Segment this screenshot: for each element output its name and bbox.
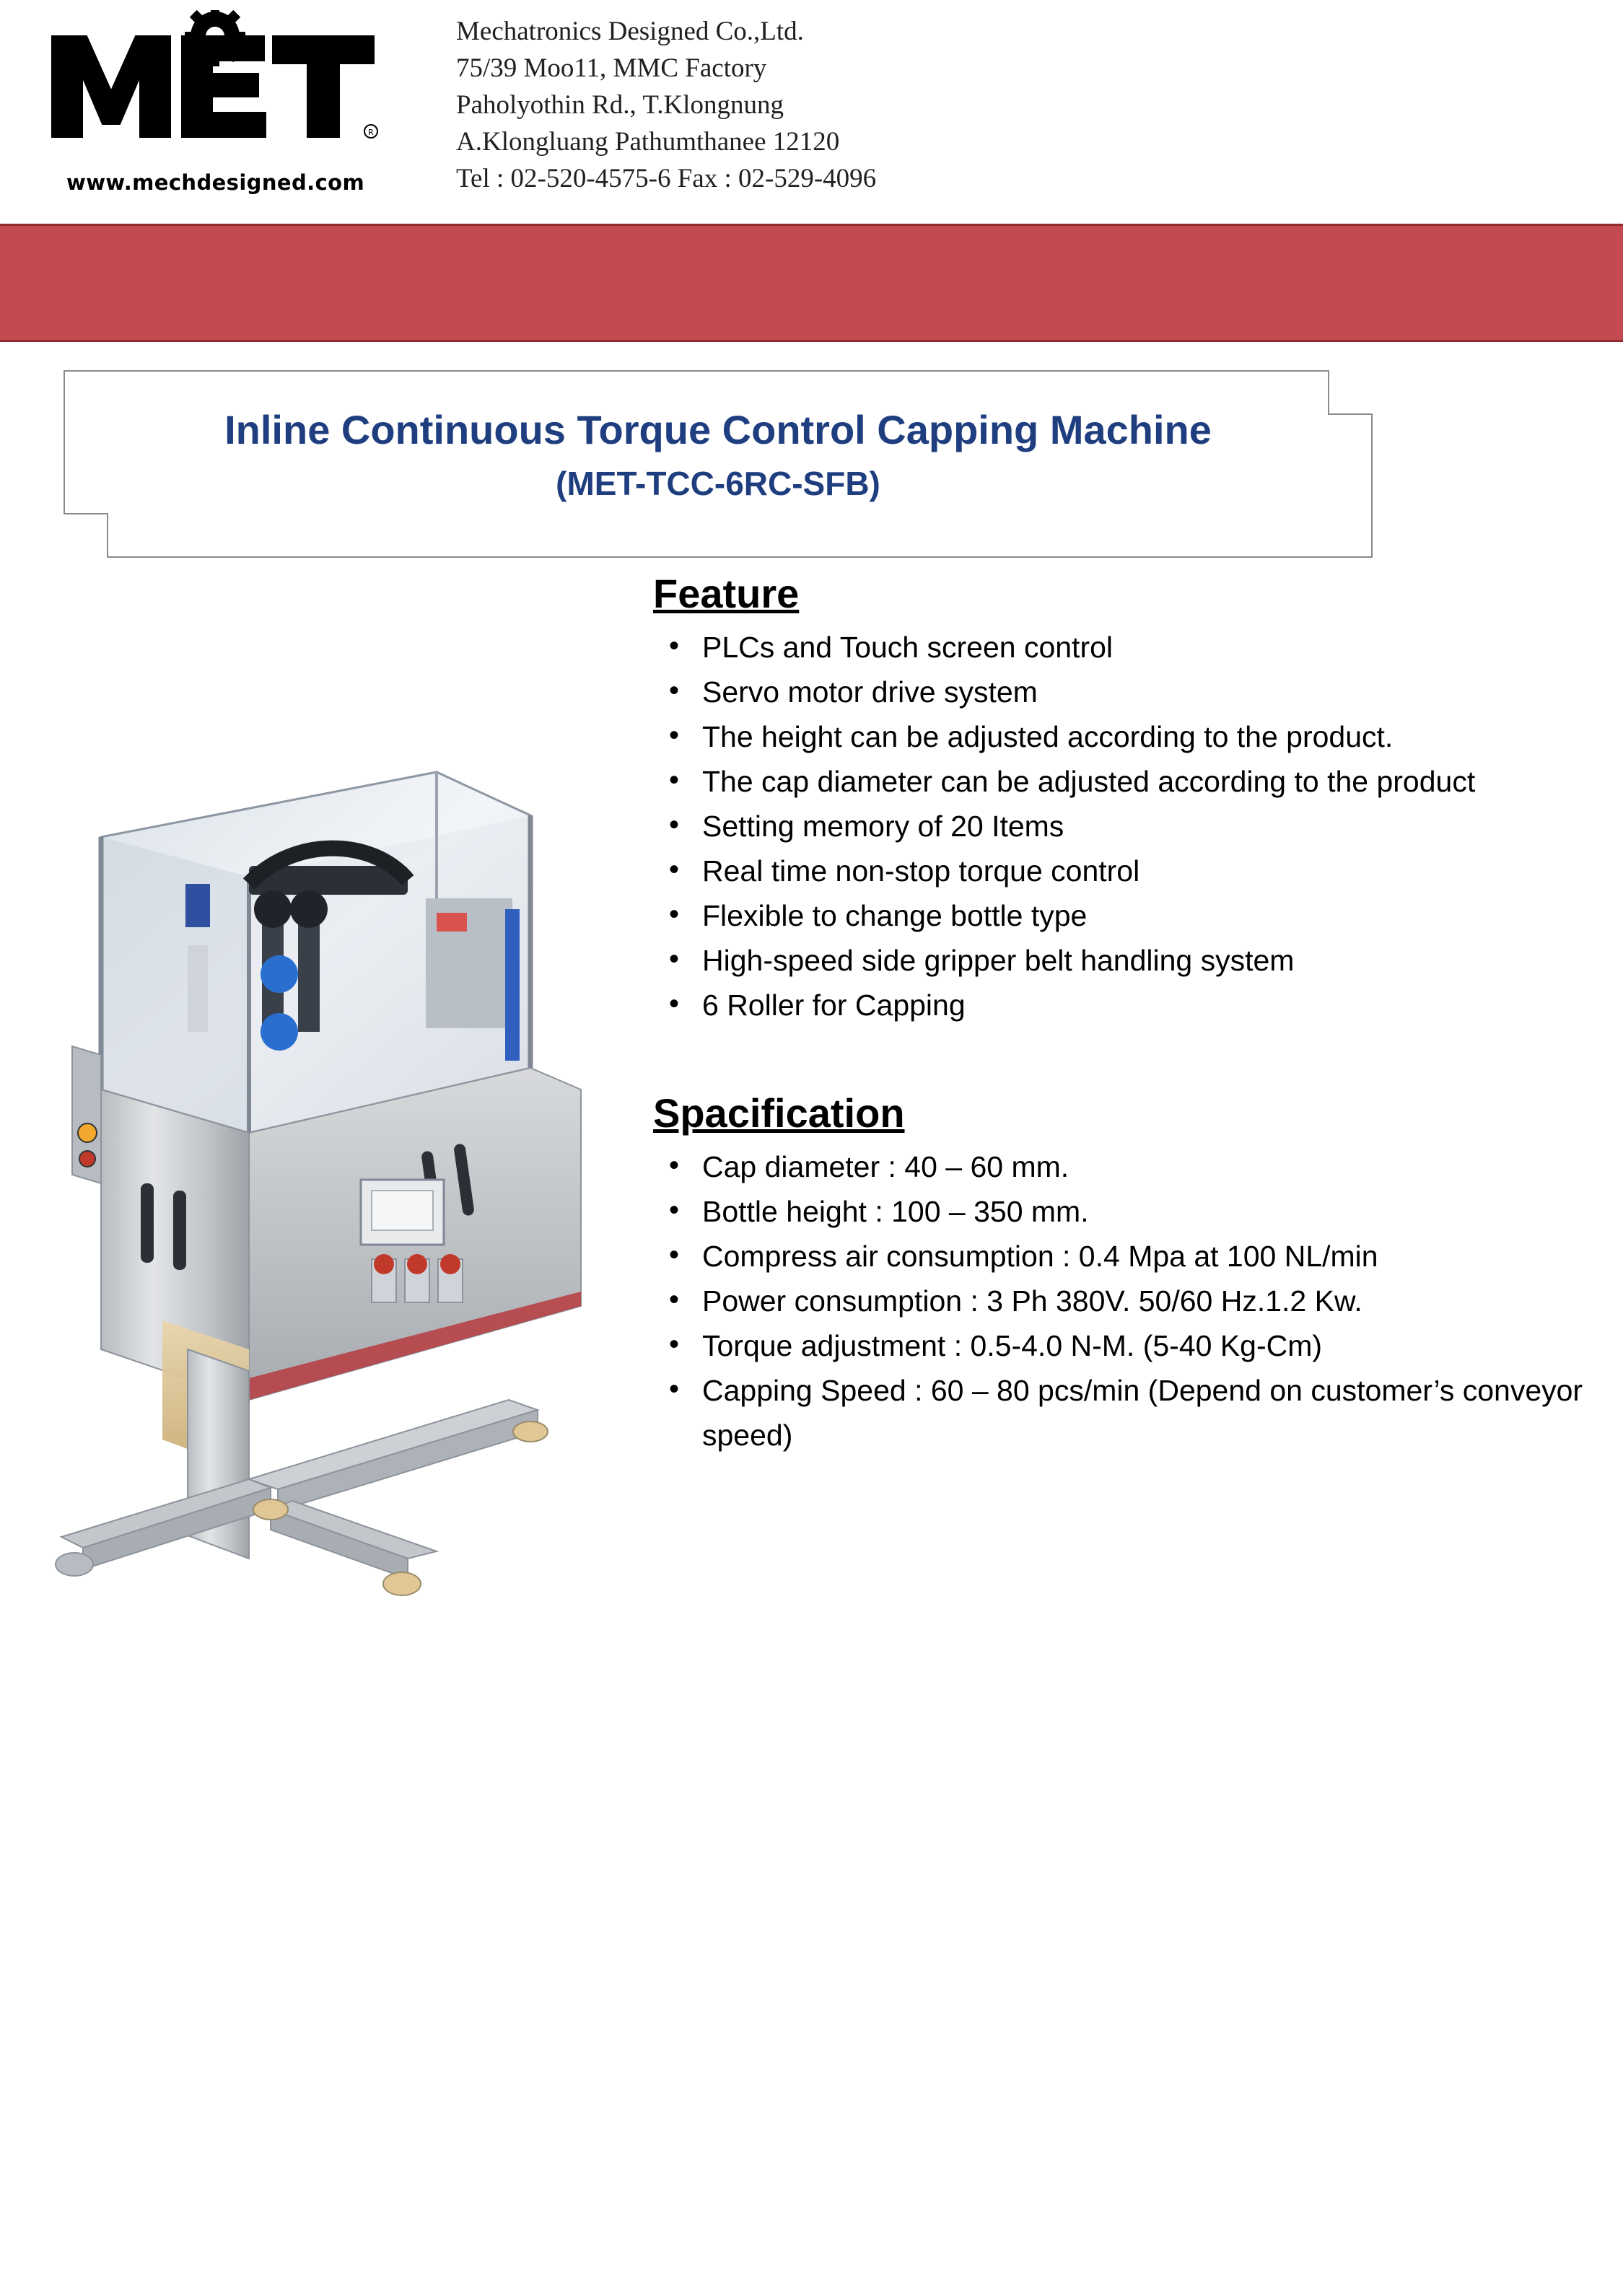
page-header [0,0,1623,224]
product-photo [32,729,631,1616]
svg-text:R: R [368,128,374,137]
list-item: • Real time non-stop torque control [653,849,1598,893]
model-number: (MET-TCC-6RC-SFB) [556,465,880,502]
company-name: Mechatronics Designed Co.,Ltd. [456,17,804,46]
company-website: www.mechdesigned.com [66,170,365,195]
list-item: • Cap diameter : 40 – 60 mm. [653,1144,1598,1189]
accent-bar [0,224,1623,342]
list-item: • Flexible to change bottle type [653,893,1598,938]
contact-line: Tel : 02-520-4575-6 Fax : 02-529-4096 [456,164,877,193]
feature-heading: Feature [653,571,800,616]
specification-list [653,1144,1598,1458]
list-item: • Power consumption : 3 Ph 380V. 50/60 Hz.1.2 Kw. [653,1279,1598,1323]
company-address [456,13,876,197]
section-spacer [653,1027,1598,1090]
list-item: • Torque adjustment : 0.5-4.0 N-M. (5-40 Kg-Cm) [653,1323,1598,1368]
title-plate [64,370,1373,558]
address-line-2: Paholyothin Rd., T.Klongnung [456,90,784,120]
list-item: • The cap diameter can be adjusted according to the product [653,759,1598,804]
address-line-1: 75/39 Moo11, MMC Factory [456,53,767,83]
address-line-3: A.Klongluang Pathumthanee 12120 [456,127,840,157]
feature-list [653,625,1598,1027]
met-logo-icon [48,10,380,154]
list-item: • PLCs and Touch screen control [653,625,1598,670]
list-item: • Capping Speed : 60 – 80 pcs/min (Depend on customer’s conveyor speed) [653,1368,1598,1458]
specification-heading: Spacification [653,1090,905,1136]
list-item: • Setting memory of 20 Items [653,804,1598,849]
content-column [653,570,1598,1458]
company-logo [38,6,406,208]
list-item: • The height can be adjusted according to the product. [653,714,1598,759]
list-item: • Bottle height : 100 – 350 mm. [653,1189,1598,1234]
list-item: • Compress air consumption : 0.4 Mpa at 100 NL/min [653,1234,1598,1279]
list-item: • High-speed side gripper belt handling system [653,938,1598,983]
page-title: Inline Continuous Torque Control Capping Machine [224,407,1212,452]
list-item: • Servo motor drive system [653,670,1598,714]
list-item: • 6 Roller for Capping [653,983,1598,1027]
